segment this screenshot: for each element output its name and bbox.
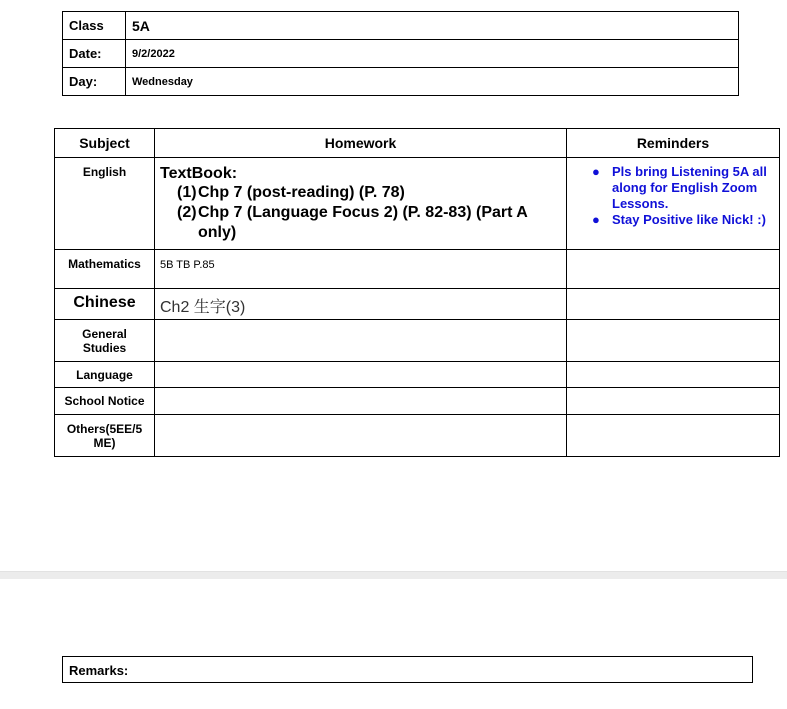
header-row — [55, 129, 780, 158]
item-text: Chp 7 (post-reading) (P. 78) — [198, 184, 405, 201]
bullet-icon: ● — [592, 212, 600, 227]
reminder-text: Pls bring Listening 5A all along for English Zoom Lessons. — [612, 164, 767, 211]
item-number: (2) — [177, 204, 197, 221]
subject-english: English — [55, 158, 155, 250]
table-row-language — [55, 362, 780, 388]
day-value[interactable]: Wednesday — [126, 68, 739, 96]
table-row-others — [55, 415, 780, 457]
textbook-title: TextBook: — [160, 165, 238, 182]
homework-general-studies[interactable] — [155, 320, 567, 362]
table-row-school-notice — [55, 388, 780, 415]
homework-others[interactable] — [155, 415, 567, 457]
reminders-language[interactable] — [567, 362, 780, 388]
table-row-mathematics — [55, 250, 780, 289]
subject-language: Language — [55, 362, 155, 388]
day-label: Day: — [63, 68, 126, 96]
reminders-header: Reminders — [567, 129, 780, 158]
homework-table — [54, 128, 780, 457]
date-label: Date: — [63, 40, 126, 68]
homework-school-notice[interactable] — [155, 388, 567, 415]
page-break-divider — [0, 571, 787, 579]
reminders-mathematics[interactable] — [567, 250, 780, 289]
homework-language[interactable] — [155, 362, 567, 388]
list-item — [160, 203, 566, 243]
reminder-list — [567, 164, 779, 228]
date-value[interactable]: 9/2/2022 — [126, 40, 739, 68]
english-homework-list — [160, 183, 566, 243]
reminders-school-notice[interactable] — [567, 388, 780, 415]
homework-text: Ch2 生字(3) — [160, 299, 246, 316]
table-row-chinese — [55, 289, 780, 320]
date-row — [63, 40, 739, 68]
class-label: Class — [63, 12, 126, 40]
subject-mathematics: Mathematics — [55, 250, 155, 289]
homework-text: 5B TB P.85 — [160, 259, 215, 271]
homework-english[interactable] — [155, 158, 567, 250]
bullet-icon: ● — [592, 164, 600, 179]
homework-chinese[interactable] — [155, 289, 567, 320]
subject-header: Subject — [55, 129, 155, 158]
subject-general-studies: General Studies — [55, 320, 155, 362]
homework-header: Homework — [155, 129, 567, 158]
reminders-chinese[interactable] — [567, 289, 780, 320]
class-value[interactable]: 5A — [126, 12, 739, 40]
subject-chinese: Chinese — [55, 289, 155, 320]
subject-school-notice: School Notice — [55, 388, 155, 415]
table-row-english — [55, 158, 780, 250]
item-number: (1) — [177, 184, 197, 201]
list-item — [160, 183, 566, 203]
reminders-english[interactable] — [567, 158, 780, 250]
remarks-box[interactable]: Remarks: — [62, 656, 753, 683]
class-row — [63, 12, 739, 40]
day-row — [63, 68, 739, 96]
reminder-text: Stay Positive like Nick! :) — [612, 212, 766, 227]
reminder-item — [592, 164, 779, 212]
subject-others: Others(5EE/5ME) — [55, 415, 155, 457]
homework-mathematics[interactable] — [155, 250, 567, 289]
class-info-table — [62, 11, 739, 96]
table-row-general-studies — [55, 320, 780, 362]
reminders-general-studies[interactable] — [567, 320, 780, 362]
item-text: Chp 7 (Language Focus 2) (P. 82-83) (Part A only) — [198, 204, 528, 241]
reminders-others[interactable] — [567, 415, 780, 457]
reminder-item — [592, 212, 779, 228]
